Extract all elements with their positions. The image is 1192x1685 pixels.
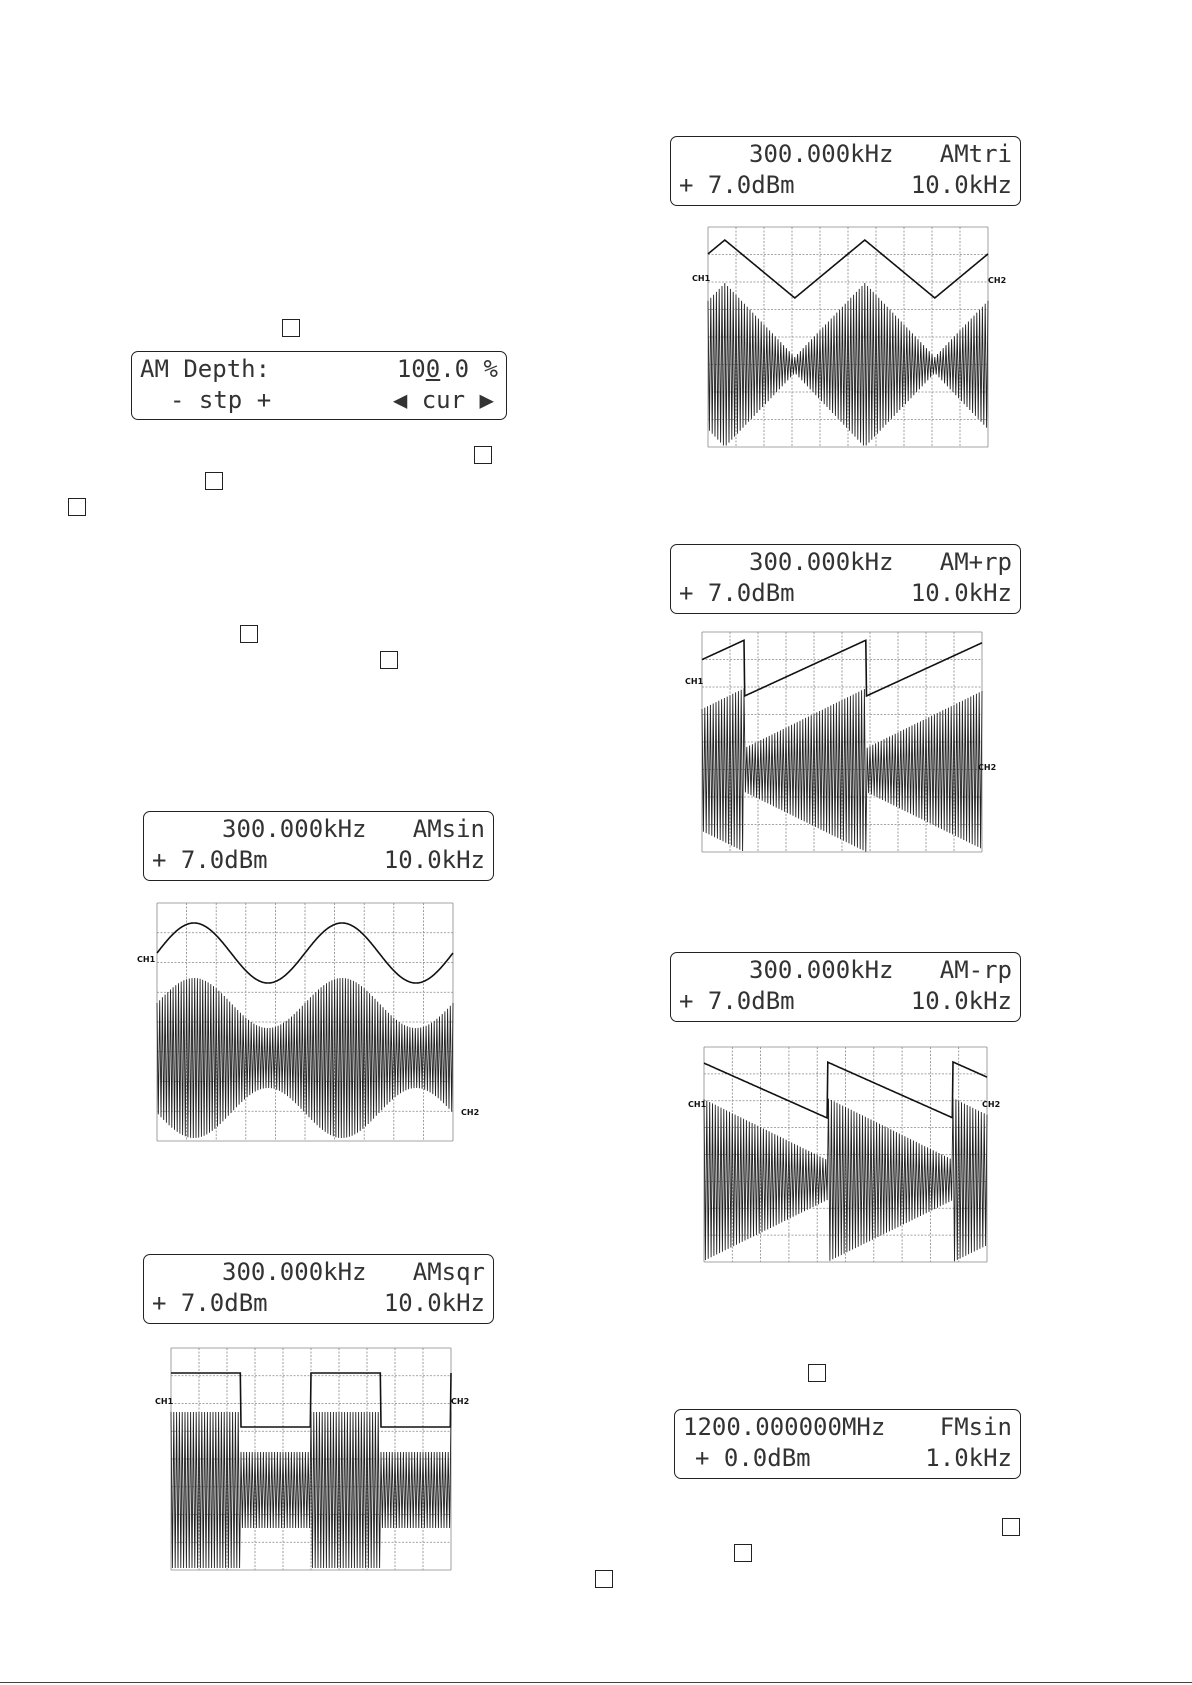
cursor-digit: 0 xyxy=(425,355,441,383)
rate: 10.0kHz xyxy=(383,1289,485,1317)
key-box xyxy=(808,1364,826,1382)
scope-plot xyxy=(682,1045,1007,1265)
level: + 7.0dBm xyxy=(152,1289,268,1317)
level: + 7.0dBm xyxy=(152,846,268,874)
scope-amnrp xyxy=(682,1045,1007,1265)
mode: AM+rp xyxy=(939,548,1012,576)
mode: AM-rp xyxy=(939,956,1012,984)
scope-plot xyxy=(688,225,1008,450)
ch1-label: CH1 xyxy=(692,274,711,283)
ch1-label: CH1 xyxy=(685,677,704,686)
ch1-label: CH1 xyxy=(688,1100,707,1109)
ch2-label: CH2 xyxy=(978,763,997,772)
rate: 10.0kHz xyxy=(910,579,1012,607)
key-box xyxy=(68,498,86,516)
scope-plot xyxy=(135,898,480,1148)
right-arrow-icon: ▶ xyxy=(479,386,494,414)
key-box xyxy=(380,651,398,669)
ch2-label: CH2 xyxy=(451,1397,470,1406)
am-depth-label: AM Depth: xyxy=(140,355,271,383)
level: + 7.0dBm xyxy=(679,171,795,199)
page-bottom-rule xyxy=(0,1682,1192,1683)
rate: 1.0kHz xyxy=(925,1444,1012,1472)
frequency: 300.000kHz xyxy=(749,140,894,168)
display-amnrp xyxy=(670,952,1021,1022)
key-box xyxy=(734,1544,752,1562)
mode: AMtri xyxy=(939,140,1012,168)
am-depth-value: 100.0 % xyxy=(396,355,498,383)
display-amtri xyxy=(670,136,1021,206)
key-box xyxy=(595,1570,613,1588)
level: + 7.0dBm xyxy=(679,579,795,607)
frequency: 300.000kHz xyxy=(222,815,367,843)
step-softkey-label: - stp + xyxy=(170,386,272,414)
key-box xyxy=(474,446,492,464)
level: + 7.0dBm xyxy=(679,987,795,1015)
ch2-label: CH2 xyxy=(982,1100,1001,1109)
key-box xyxy=(1002,1518,1020,1536)
frequency: 1200.000000MHz xyxy=(683,1413,886,1441)
frequency: 300.000kHz xyxy=(749,548,894,576)
level: + 0.0dBm xyxy=(695,1444,811,1472)
key-box xyxy=(205,472,223,490)
scope-plot xyxy=(682,630,1002,855)
rate: 10.0kHz xyxy=(383,846,485,874)
key-box xyxy=(282,319,300,337)
display-amsqr xyxy=(143,1254,494,1324)
left-arrow-icon: ◀ xyxy=(392,386,408,414)
frequency: 300.000kHz xyxy=(222,1258,367,1286)
mode: AMsin xyxy=(412,815,485,843)
ch1-label: CH1 xyxy=(137,955,156,964)
ch2-label: CH2 xyxy=(988,276,1007,285)
key-box xyxy=(240,625,258,643)
scope-plot xyxy=(145,1345,475,1575)
ch2-label: CH2 xyxy=(461,1108,480,1117)
rate: 10.0kHz xyxy=(910,171,1012,199)
display-amprp xyxy=(670,544,1021,614)
scope-amprp xyxy=(682,630,1002,855)
display-fmsin xyxy=(674,1409,1021,1479)
mode: FMsin xyxy=(939,1413,1012,1441)
am-depth-display xyxy=(131,351,507,420)
rate: 10.0kHz xyxy=(910,987,1012,1015)
scope-amsin xyxy=(135,898,480,1148)
ch1-label: CH1 xyxy=(155,1397,174,1406)
scope-amtri xyxy=(688,225,1008,450)
cursor-softkey-label: ◀ cur ▶ xyxy=(392,386,494,414)
scope-amsqr xyxy=(145,1345,475,1575)
frequency: 300.000kHz xyxy=(749,956,894,984)
display-amsin xyxy=(143,811,494,881)
mode: AMsqr xyxy=(412,1258,485,1286)
